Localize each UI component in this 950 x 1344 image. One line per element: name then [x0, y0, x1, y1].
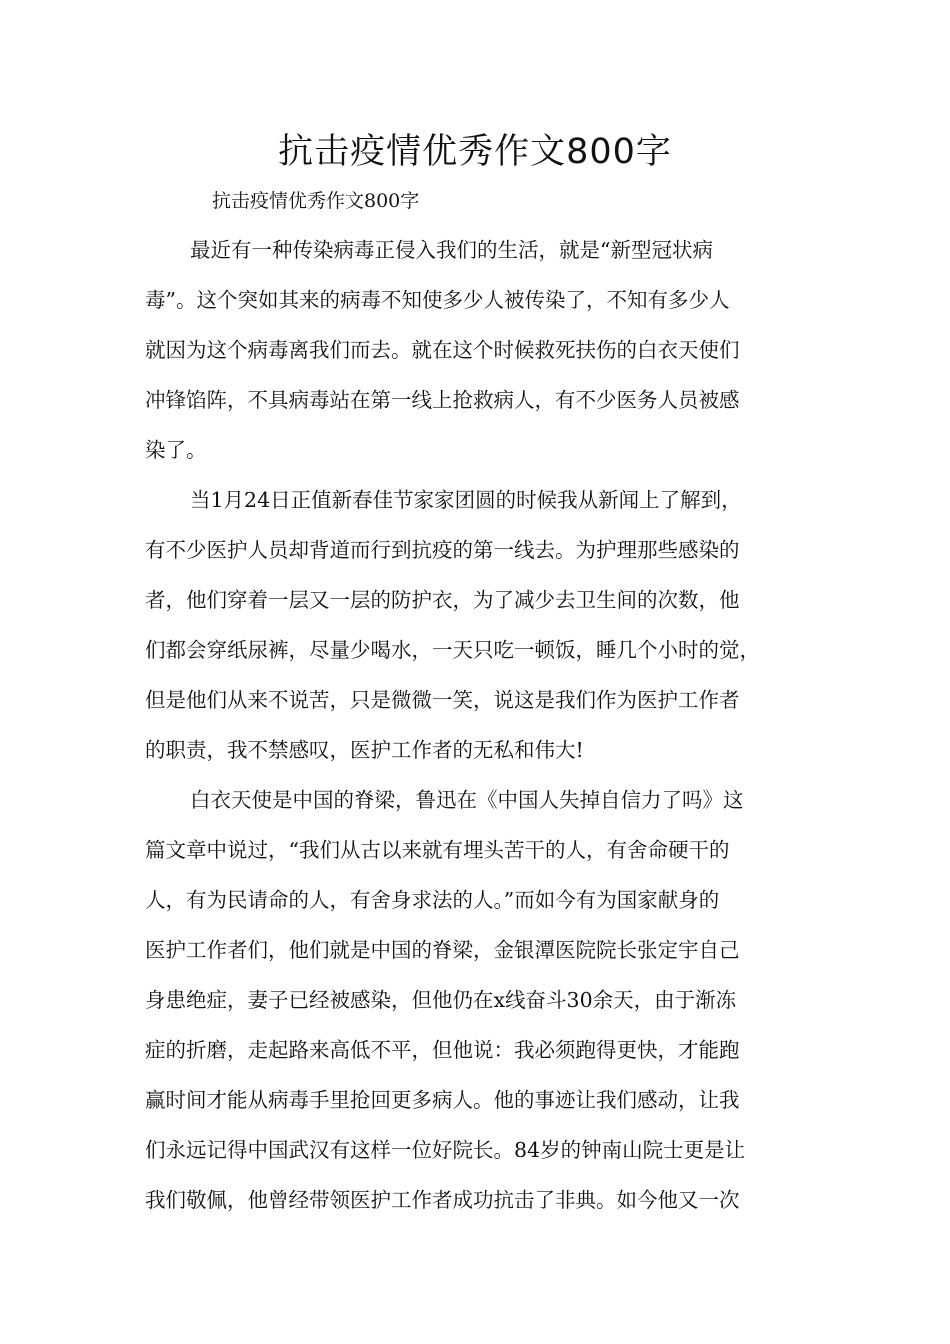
text-line: 们都会穿纸尿裤，尽量少喝水，一天只吃一顿饭，睡几个小时的觉， — [145, 638, 760, 662]
text-line: 医护工作者们，他们就是中国的脊梁，金银潭医院院长张定宇自己 — [145, 938, 740, 962]
text-line: 最近有一种传染病毒正侵入我们的生活，就是“新型冠状病 — [190, 238, 713, 262]
text-line: 当1月24日正值新春佳节家家团圆的时候我从新闻上了解到， — [190, 488, 742, 512]
text-line: 染了。 — [145, 438, 207, 462]
text-line: 的职责，我不禁感叹，医护工作者的无私和伟大! — [145, 738, 584, 762]
document-subtitle: 抗击疫情优秀作文800字 — [212, 190, 420, 212]
text-line: 们永远记得中国武汉有这样一位好院长。84岁的钟南山院士更是让 — [145, 1138, 746, 1162]
text-line: 人，有为民请命的人，有舍身求法的人。”而如今有为国家献身的 — [145, 888, 720, 912]
text-line: 者，他们穿着一层又一层的防护衣，为了减少去卫生间的次数，他 — [145, 588, 740, 612]
text-line: 白衣天使是中国的脊梁，鲁迅在《中国人失掉自信力了吗》这 — [190, 788, 744, 812]
text-line: 但是他们从来不说苦，只是微微一笑，说这是我们作为医护工作者 — [145, 688, 740, 712]
text-line: 身患绝症，妻子已经被感染，但他仍在x线奋斗30余天，由于渐冻 — [145, 988, 737, 1012]
text-line: 篇文章中说过，“我们从古以来就有埋头苦干的人，有舍命硬干的 — [145, 838, 730, 862]
text-line: 冲锋馅阵，不具病毒站在第一线上抢救病人，有不少医务人员被感 — [145, 388, 740, 412]
text-line: 有不少医护人员却背道而行到抗疫的第一线去。为护理那些感染的 — [145, 538, 740, 562]
text-line: 赢时间才能从病毒手里抢回更多病人。他的事迹让我们感动，让我 — [145, 1088, 740, 1112]
document-title: 抗击疫情优秀作文800字 — [278, 132, 672, 172]
text-line: 我们敬佩，他曾经带领医护工作者成功抗击了非典。如今他又一次 — [145, 1188, 740, 1212]
text-line: 就因为这个病毒离我们而去。就在这个时候救死扶伤的白衣天使们 — [145, 338, 740, 362]
text-line: 毒”。这个突如其来的病毒不知使多少人被传染了，不知有多少人 — [145, 288, 730, 312]
text-line: 症的折磨，走起路来高低不平，但他说：我必须跑得更快，才能跑 — [145, 1038, 740, 1062]
